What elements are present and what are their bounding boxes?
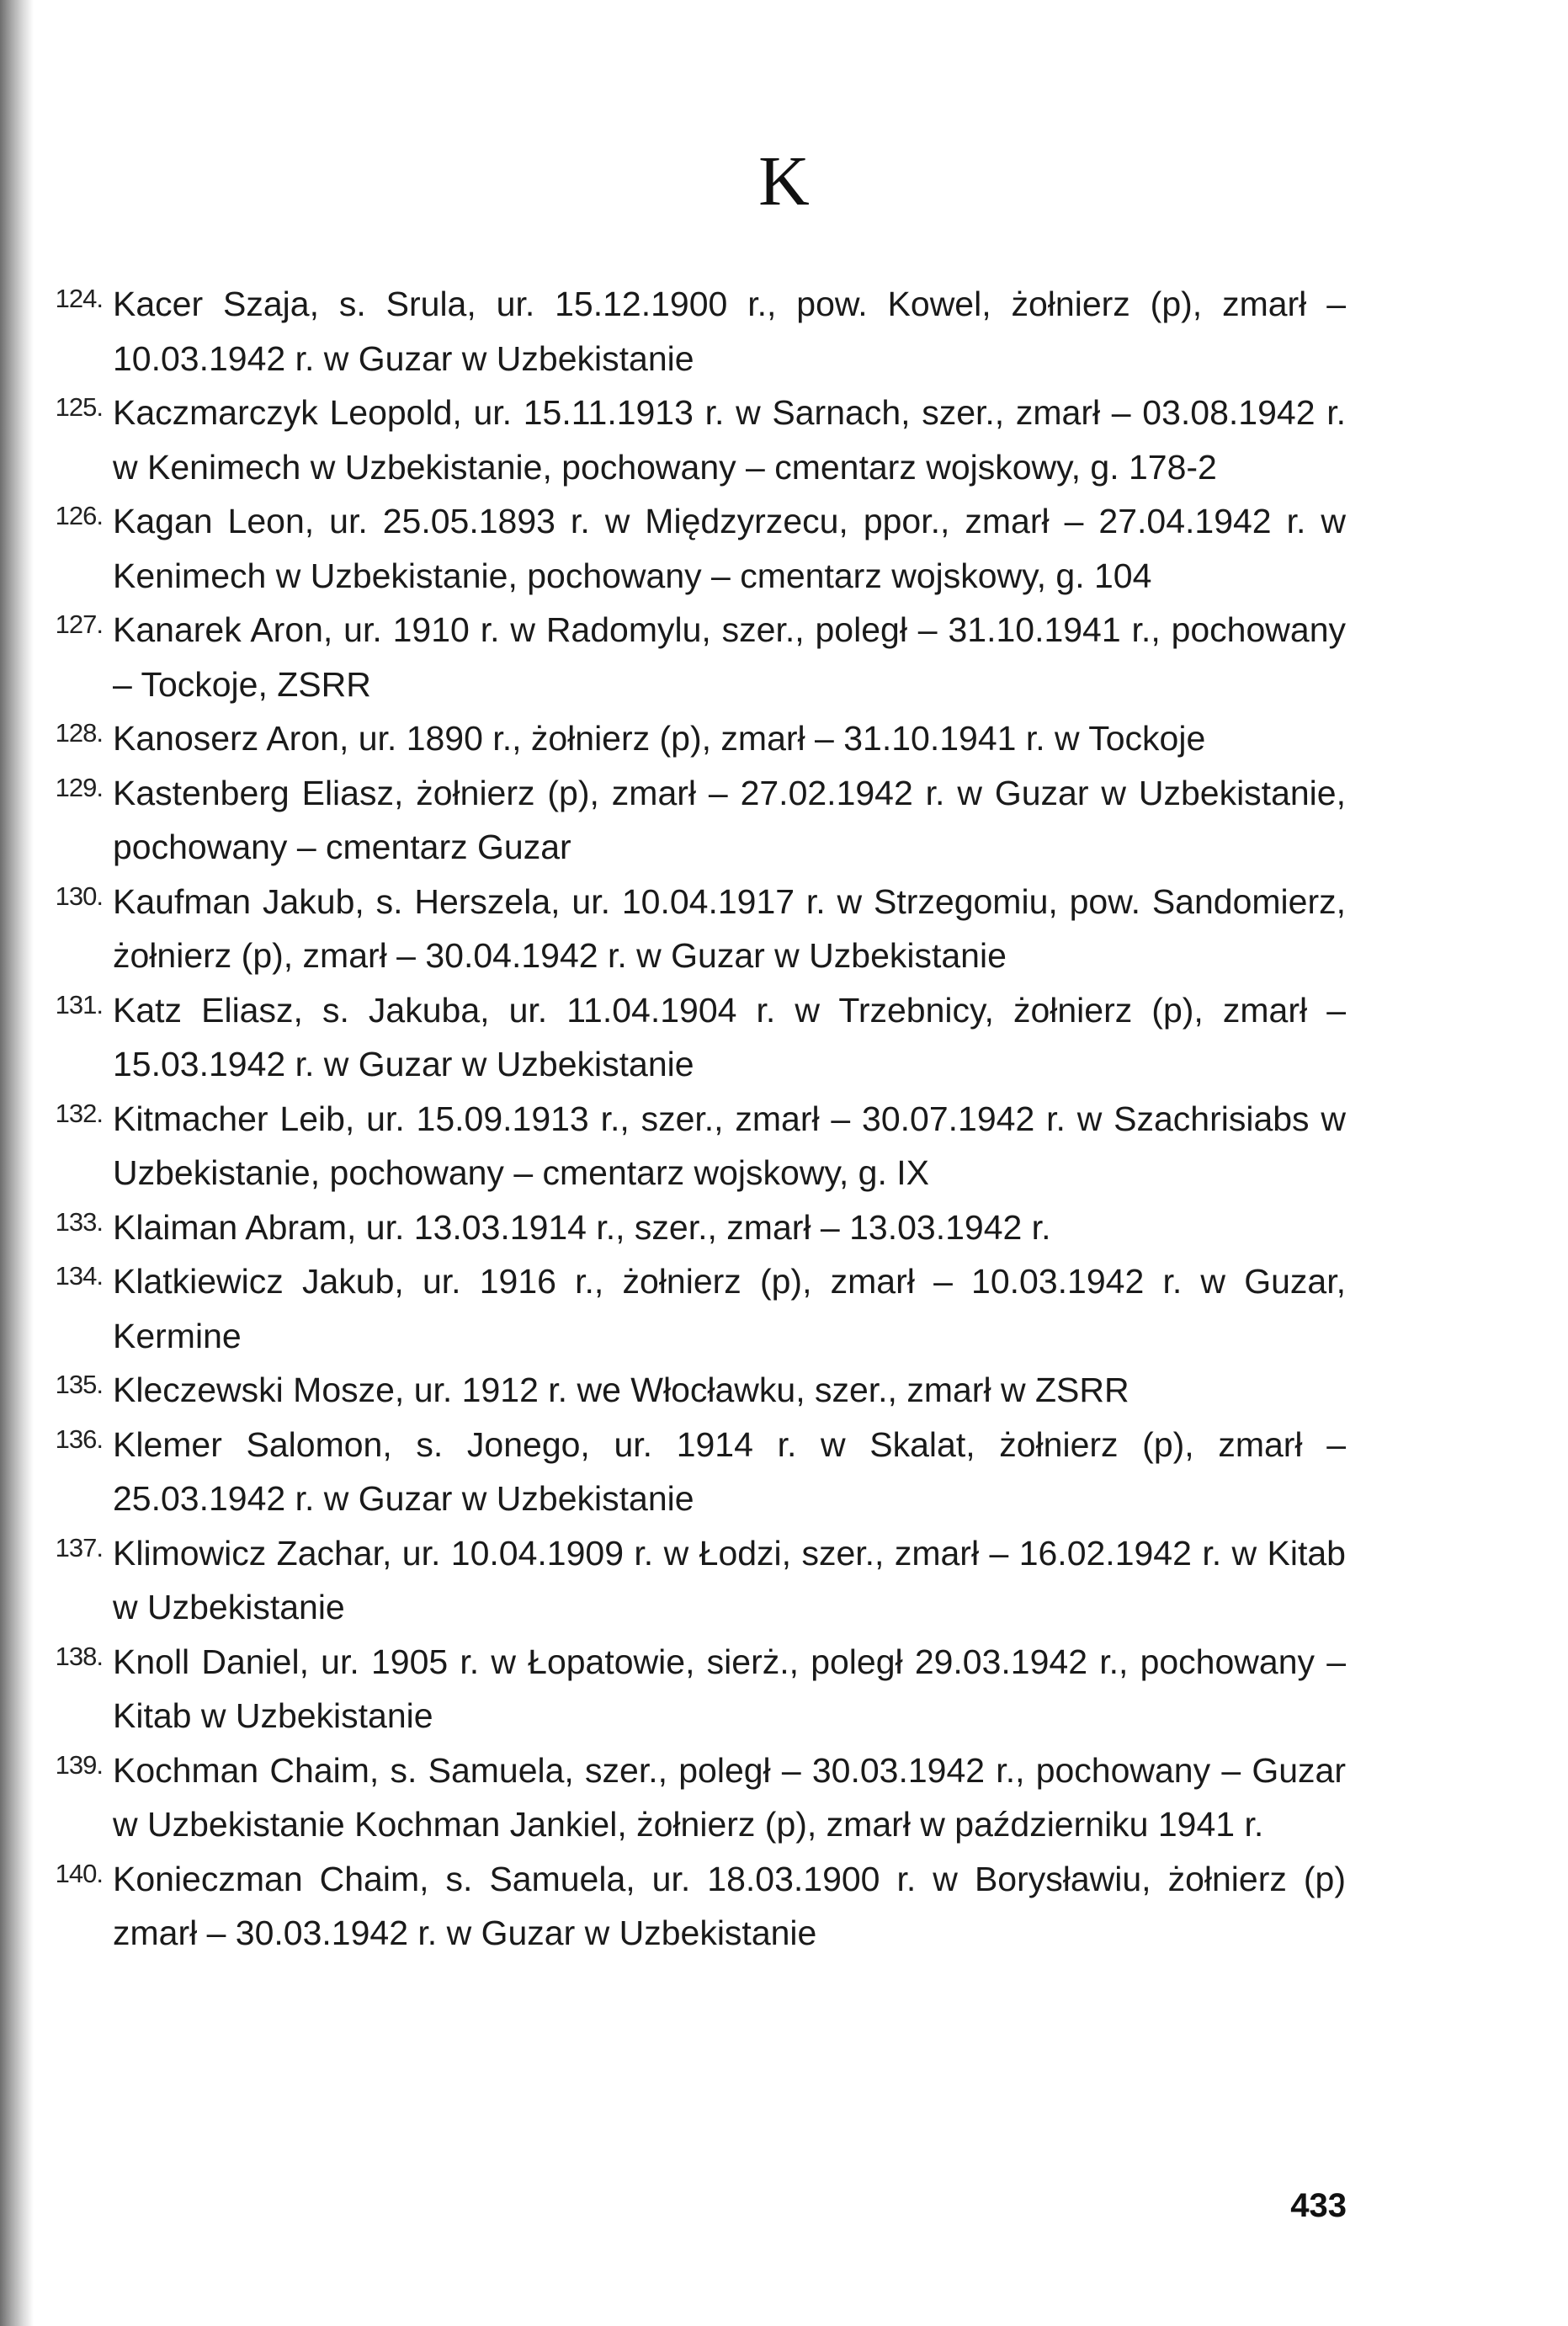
entry-text: Kagan Leon, ur. 25.05.1893 r. w Międzyrzecu, ppor., zmarł – 27.04.1942 r. w Kenimech w Uzbekistanie, pochowany – cmentarz wojskowy, g. 104	[113, 502, 1346, 595]
entry-text: Kleczewski Mosze, ur. 1912 r. we Włocławku, szer., zmarł w ZSRR	[113, 1371, 1129, 1409]
entry-item	[0, 1092, 1568, 1200]
entry-text: Kacer Szaja, s. Srula, ur. 15.12.1900 r., pow. Kowel, żołnierz (p), zmarł – 10.03.1942 r. w Guzar w Uzbekistanie	[113, 285, 1346, 378]
entry-text: Kitmacher Leib, ur. 15.09.1913 r., szer., zmarł – 30.07.1942 r. w Szachrisiabs w Uzbekistanie, pochowany – cmentarz wojskowy, g. IX	[113, 1099, 1346, 1192]
entry-item	[0, 1363, 1568, 1418]
entry-item	[0, 386, 1568, 494]
entry-text: Katz Eliasz, s. Jakuba, ur. 11.04.1904 r. w Trzebnicy, żołnierz (p), zmarł – 15.03.1942 r. w Guzar w Uzbekistanie	[113, 990, 1346, 1083]
entry-number: 124.	[55, 284, 103, 313]
entry-item	[0, 603, 1568, 711]
entry-number: 139.	[55, 1749, 103, 1780]
entry-number: 125.	[55, 392, 103, 422]
entry-item	[0, 277, 1568, 386]
section-letter-heading: K	[758, 142, 810, 221]
entry-item	[0, 1743, 1568, 1852]
entry-text: Kaufman Jakub, s. Herszela, ur. 10.04.1917 r. w Strzegomiu, pow. Sandomierz, żołnierz (p), zmarł – 30.04.1942 r. w Guzar w Uzbekistanie	[113, 881, 1346, 975]
page-number: 433	[1290, 2187, 1347, 2224]
entry-item	[0, 1254, 1568, 1363]
entry-number: 131.	[55, 989, 103, 1019]
entry-text: Klemer Salomon, s. Jonego, ur. 1914 r. w Skalat, żołnierz (p), zmarł – 25.03.1942 r. w Guzar w Uzbekistanie	[113, 1424, 1346, 1518]
entry-item	[0, 1852, 1568, 1961]
entry-number: 128.	[55, 718, 103, 748]
entry-item	[0, 711, 1568, 766]
entry-number: 136.	[55, 1424, 103, 1454]
entry-text: Konieczman Chaim, s. Samuela, ur. 18.03.1900 r. w Borysławiu, żołnierz (p) zmarł – 30.03.1942 r. w Guzar w Uzbekistanie	[113, 1859, 1346, 1952]
entry-item	[0, 983, 1568, 1092]
entry-number: 135.	[55, 1370, 103, 1399]
entry-item	[0, 1418, 1568, 1526]
entry-text: Knoll Daniel, ur. 1905 r. w Łopatowie, sierż., poległ 29.03.1942 r., pochowany – Kitab w Uzbekistanie	[113, 1642, 1346, 1735]
entry-number: 137.	[55, 1532, 103, 1562]
entry-item	[0, 494, 1568, 603]
entry-item	[0, 1635, 1568, 1743]
entry-list	[0, 277, 1568, 1961]
entry-number: 127.	[55, 609, 103, 639]
entry-text: Kaczmarczyk Leopold, ur. 15.11.1913 r. w Sarnach, szer., zmarł – 03.08.1942 r. w Kenimech w Uzbekistanie, pochowany – cmentarz wojskowy, g. 178-2	[113, 393, 1346, 487]
entry-number: 129.	[55, 772, 103, 802]
entry-text: Klaiman Abram, ur. 13.03.1914 r., szer., zmarł – 13.03.1942 r.	[113, 1207, 1051, 1247]
entry-number: 132.	[55, 1098, 103, 1128]
entry-text: Kastenberg Eliasz, żołnierz (p), zmarł – 27.02.1942 r. w Guzar w Uzbekistanie, pochowany – cmentarz Guzar	[113, 773, 1346, 866]
entry-number: 130.	[55, 881, 103, 911]
entry-text: Kochman Chaim, s. Samuela, szer., poległ – 30.03.1942 r., pochowany – Guzar w Uzbekistanie Kochman Jankiel, żołnierz (p), zmarł w październiku 1941 r.	[113, 1750, 1346, 1844]
entry-text: Kanarek Aron, ur. 1910 r. w Radomylu, szer., poległ – 31.10.1941 r., pochowany – Tockoje, ZSRR	[113, 610, 1346, 704]
entry-number: 133.	[55, 1206, 103, 1237]
entry-text: Klimowicz Zachar, ur. 10.04.1909 r. w Łodzi, szer., zmarł – 16.02.1942 r. w Kitab w Uzbekistanie	[113, 1533, 1346, 1626]
entry-number: 134.	[55, 1261, 103, 1291]
entry-text: Klatkiewicz Jakub, ur. 1916 r., żołnierz (p), zmarł – 10.03.1942 r. w Guzar, Kermine	[113, 1262, 1346, 1355]
entry-item	[0, 1200, 1568, 1255]
entry-item	[0, 1526, 1568, 1635]
entry-number: 138.	[55, 1641, 103, 1671]
entry-text: Kanoserz Aron, ur. 1890 r., żołnierz (p), zmarł – 31.10.1941 r. w Tockoje	[113, 719, 1206, 758]
entry-item	[0, 875, 1568, 983]
entry-item	[0, 766, 1568, 875]
entry-number: 126.	[55, 501, 103, 530]
entry-number: 140.	[55, 1858, 103, 1888]
